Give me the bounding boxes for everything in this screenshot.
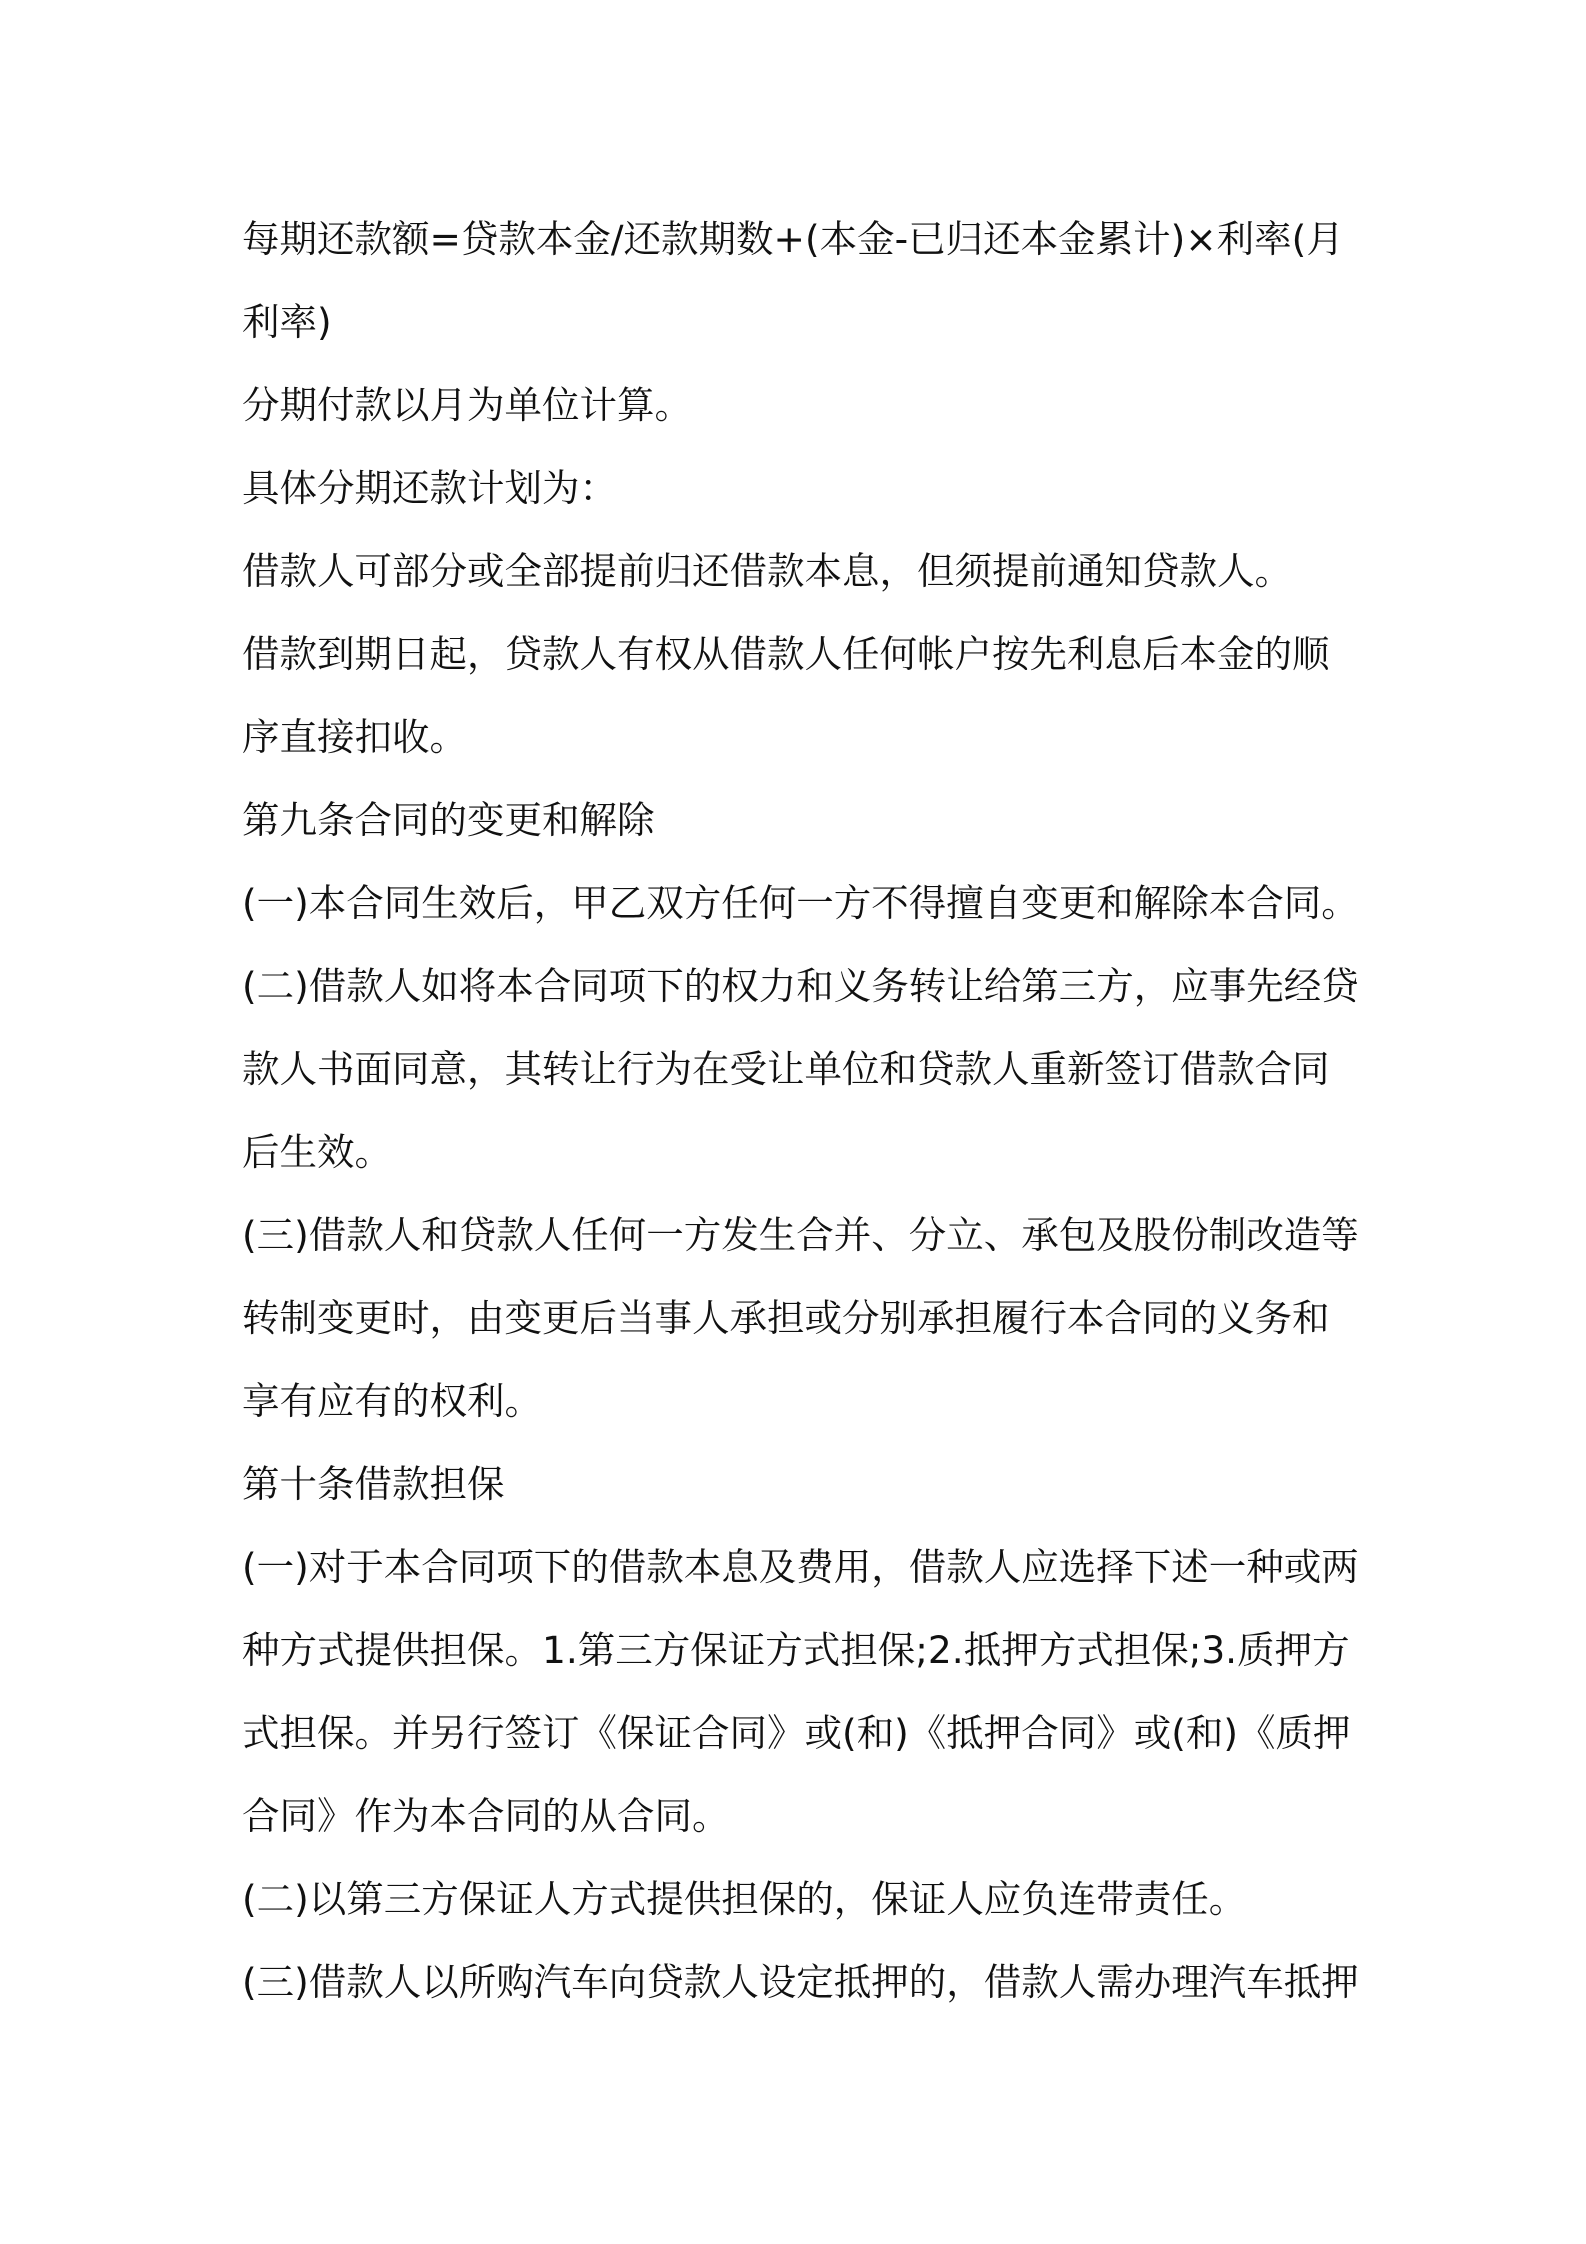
- article-10-clause-1: (一)对于本合同项下的借款本息及费用，借款人应选择下述一种或两种方式提供担保。1.第三方保证方式担保;2.抵押方式担保;3.质押方式担保。并另行签订《保证合同》或(和)《抵押合同》或(和)《质押合同》作为本合同的从合同。: [242, 1545, 1359, 1838]
- paragraph-repayment-plan: 具体分期还款计划为：: [242, 466, 617, 510]
- paragraph-early-repayment: 借款人可部分或全部提前归还借款本息，但须提前通知贷款人。: [242, 549, 1292, 593]
- article-9-clause-3: (三)借款人和贷款人任何一方发生合并、分立、承包及股份制改造等转制变更时，由变更后当事人承担或分别承担履行本合同的义务和享有应有的权利。: [242, 1213, 1359, 1423]
- paragraph-monthly-installments: 分期付款以月为单位计算。: [242, 383, 692, 427]
- article-10-clause-3: (三)借款人以所购汽车向贷款人设定抵押的，借款人需办理汽车抵押: [242, 1960, 1359, 2004]
- paragraph-direct-deduction: 借款到期日起，贷款人有权从借款人任何帐户按先利息后本金的顺序直接扣收。: [242, 632, 1330, 759]
- article-10-clause-2: (二)以第三方保证人方式提供担保的，保证人应负连带责任。: [242, 1877, 1247, 1921]
- article-9-clause-1: (一)本合同生效后，甲乙双方任何一方不得擅自变更和解除本合同。: [242, 881, 1359, 925]
- article-10-heading: 第十条借款担保: [242, 1462, 505, 1506]
- paragraph-repayment-formula: 每期还款额=贷款本金/还款期数+(本金-已归还本金累计)×利率(月利率): [242, 217, 1344, 344]
- article-9-heading: 第九条合同的变更和解除: [242, 798, 655, 842]
- document-body: [242, 198, 1362, 2024]
- article-9-clause-2: (二)借款人如将本合同项下的权力和义务转让给第三方，应事先经贷款人书面同意，其转让行为在受让单位和贷款人重新签订借款合同后生效。: [242, 964, 1359, 1174]
